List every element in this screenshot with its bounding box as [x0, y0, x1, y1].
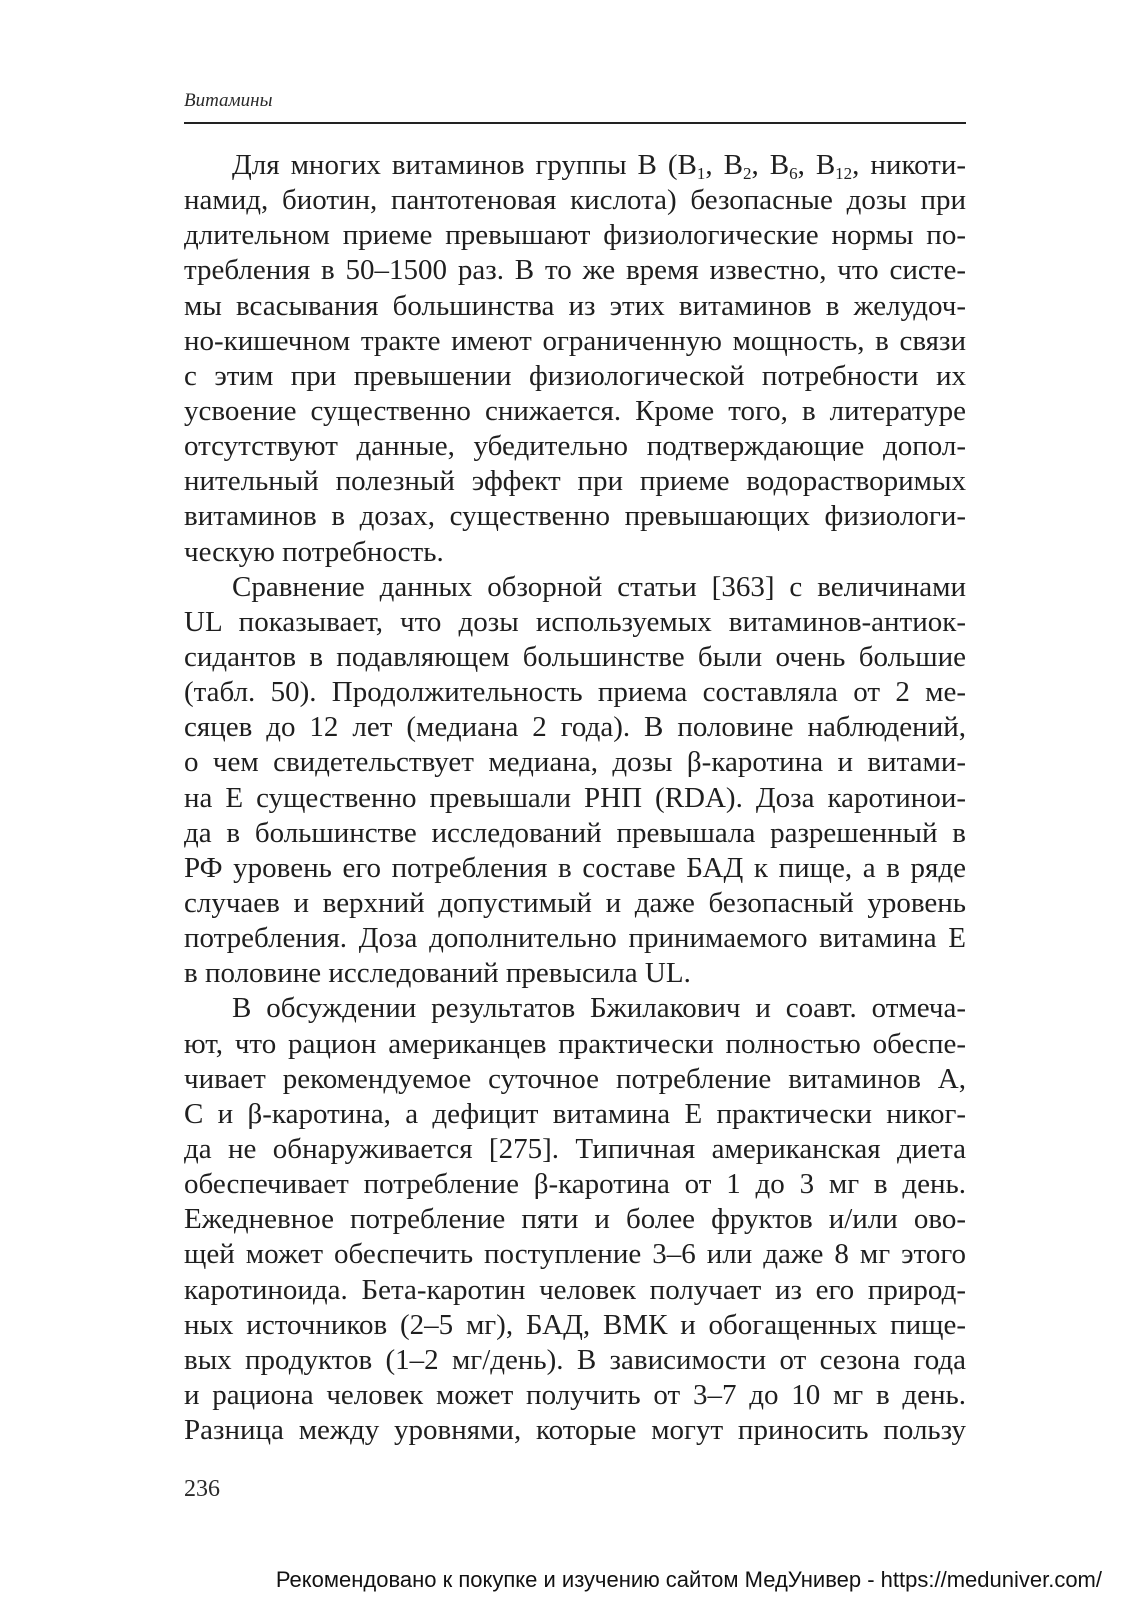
- text-line: да не обнаруживается [275]. Типичная американская диета: [184, 1132, 966, 1165]
- text-line: на Е существенно превышали РНП (RDA). Доза каротинои-: [184, 781, 966, 814]
- body-text: [184, 148, 966, 1448]
- text-line: потребления. Доза дополнительно принимаемого витамина Е: [184, 922, 966, 955]
- text-line: ют, что рацион американцев практически полностью обеспе-: [184, 1027, 966, 1060]
- text-line: длительном приеме превышают физиологические нормы по-: [184, 219, 966, 252]
- text-line: и рациона человек может получить от 3–7 до 10 мг в день.: [184, 1378, 966, 1411]
- text-line: РФ уровень его потребления в составе БАД к пище, а в ряде: [184, 851, 966, 884]
- text-line: вых продуктов (1–2 мг/день). В зависимости от сезона года: [184, 1343, 966, 1376]
- text-line: чивает рекомендуемое суточное потребление витаминов А,: [184, 1062, 966, 1095]
- text-line: отсутствуют данные, убедительно подтверждающие допол-: [184, 430, 966, 463]
- text-line: случаев и верхний допустимый и даже безопасный уровень: [184, 886, 966, 919]
- text-line: да в большинстве исследований превышала разрешенный в: [184, 816, 966, 849]
- text-line: ческую потребность.: [184, 535, 444, 568]
- text-line: (табл. 50). Продолжительность приема составляла от 2 ме-: [184, 676, 966, 709]
- text-line: витаминов в дозах, существенно превышающих физиологи-: [184, 500, 966, 533]
- text-line: в половине исследований превысила UL.: [184, 957, 691, 990]
- text-line: требления в 50–1500 раз. В то же время известно, что систе-: [184, 254, 966, 287]
- page-number: 236: [184, 1476, 220, 1502]
- text-line: Ежедневное потребление пяти и более фруктов и/или ово-: [184, 1203, 966, 1236]
- running-head: Витамины: [184, 90, 273, 111]
- text-line: о чем свидетельствует медиана, дозы β-каротина и витами-: [184, 746, 966, 779]
- text-line: ных источников (2–5 мг), БАД, ВМК и обогащенных пище-: [184, 1308, 966, 1341]
- text-line: Разница между уровнями, которые могут приносить пользу: [184, 1414, 966, 1447]
- text-line: Для многих витаминов группы В ($В_1$, $В_2$, $В_6$, $В_{12}$, никоти-: [232, 149, 966, 183]
- text-line: нительный полезный эффект при приеме водорастворимых: [184, 465, 966, 498]
- text-line: щей может обеспечить поступление 3–6 или даже 8 мг этого: [184, 1238, 966, 1271]
- text-line: намид, биотин, пантотеновая кислота) безопасные дозы при: [184, 184, 966, 217]
- text-line: мы всасывания большинства из этих витаминов в желудоч-: [184, 289, 966, 322]
- text-line: но-кишечном тракте имеют ограниченную мощность, в связи: [184, 324, 966, 357]
- paragraph-2: [184, 570, 966, 992]
- text-line: В обсуждении результатов Бжилакович и соавт. отмеча-: [232, 992, 966, 1025]
- text-line: С и β-каротина, а дефицит витамина Е практически никог-: [184, 1097, 966, 1130]
- text-line: сидантов в подавляющем большинстве были очень большие: [184, 640, 966, 673]
- text-line: сяцев до 12 лет (медиана 2 года). В половине наблюдений,: [184, 711, 966, 744]
- text-line: UL показывает, что дозы используемых витаминов-антиок-: [184, 605, 966, 638]
- footer-watermark: Рекомендовано к покупке и изучению сайтом МедУнивер - https://meduniver.com/: [275, 1567, 1102, 1592]
- text-line: усвоение существенно снижается. Кроме того, в литературе: [184, 394, 966, 427]
- header-rule: [184, 122, 966, 124]
- paragraph-1: [184, 148, 966, 570]
- text-line: каротиноида. Бета-каротин человек получает из его природ-: [184, 1273, 966, 1306]
- text-line: с этим при превышении физиологической потребности их: [184, 359, 966, 392]
- paragraph-3: [184, 991, 966, 1448]
- text-line: обеспечивает потребление β-каротина от 1 до 3 мг в день.: [184, 1168, 966, 1201]
- text-line: Сравнение данных обзорной статьи [363] с величинами: [232, 570, 966, 603]
